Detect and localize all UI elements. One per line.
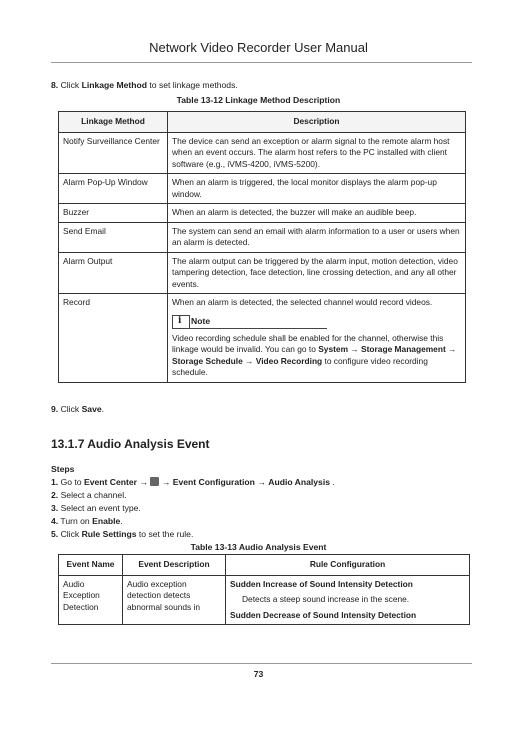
cell-description: The device can send an exception or alarm signal to the remote alarm host when an event occurs. The alarm host refers to the PC installed with client software (e.g., iVMS-4200, iVMS-5200). <box>168 132 466 174</box>
cell-event-name: Audio Exception Detection <box>59 575 123 625</box>
step-5: 5. Click Rule Settings to set the rule. <box>51 529 194 539</box>
step-bold: Save <box>81 404 102 414</box>
cell-description: When an alarm is detected, the buzzer will make an audible beep. <box>168 204 466 223</box>
column-header: Event Description <box>123 555 226 576</box>
step-9 <box>51 404 104 415</box>
cell-method: Record <box>59 294 168 383</box>
column-header: Rule Configuration <box>226 555 470 576</box>
table-caption: Table 13-12 Linkage Method Description <box>176 95 341 105</box>
steps-label: Steps <box>51 464 75 474</box>
cell-description: The alarm output can be triggered by the alarm input, motion detection, video tampering detection, face detection, line crossing detection, and any all other events. <box>168 252 466 294</box>
cell-method: Send Email <box>59 222 168 252</box>
linkage-method-table <box>58 111 466 383</box>
rule-title: Sudden Decrease of Sound Intensity Detection <box>230 609 417 620</box>
rule-text: Detects a steep sound increase in the scene. <box>242 594 410 604</box>
note-block <box>172 315 461 379</box>
table-row <box>59 575 470 625</box>
table-header-row <box>59 555 470 576</box>
column-header: Description <box>168 112 466 133</box>
step-text: Click <box>60 404 82 414</box>
note-info-icon: i <box>172 315 190 328</box>
note-text: Video recording schedule shall be enabled for the channel, otherwise this linkage would be invalid. You can go to System → Storage Management → Storage Schedule → Video Recording to configure video recording schedule. <box>172 332 457 377</box>
step-2: 2. Select a channel. <box>51 490 127 500</box>
column-header: Event Name <box>59 555 123 576</box>
table-row <box>59 252 466 294</box>
table-row <box>59 294 466 383</box>
cell-event-description: Audio exception detection detects abnormal sounds in <box>123 575 226 625</box>
step-8 <box>51 80 238 91</box>
section-heading: 13.1.7 Audio Analysis Event <box>51 437 210 451</box>
step-4: 4. Turn on Enable. <box>51 516 123 526</box>
cell-rule-config <box>226 575 470 625</box>
audio-analysis-table <box>58 554 470 625</box>
header-divider <box>51 62 472 63</box>
cell-description: The system can send an email with alarm information to a user or users when an alarm is detected. <box>168 222 466 252</box>
step-text: Click <box>60 80 82 90</box>
step-number: 8. <box>51 80 59 90</box>
cell-method: Alarm Pop-Up Window <box>59 174 168 204</box>
page-header-title: Network Video Recorder User Manual <box>149 40 368 55</box>
cell-description: When an alarm is triggered, the local monitor displays the alarm pop-up window. <box>168 174 466 204</box>
settings-gear-icon <box>150 477 159 486</box>
cell-method: Notify Surveillance Center <box>59 132 168 174</box>
note-divider <box>172 328 327 329</box>
table-caption: Table 13-13 Audio Analysis Event <box>190 542 327 552</box>
note-heading <box>172 315 461 328</box>
step-text: . <box>101 404 105 414</box>
table-row <box>59 132 466 174</box>
table-row <box>59 204 466 223</box>
page-number: 73 <box>253 669 264 679</box>
record-description: When an alarm is detected, the selected channel would record videos. <box>172 297 433 307</box>
step-text: to set linkage methods. <box>147 80 238 90</box>
step-1: 1. Go to Event Center → → Event Configuration → Audio Analysis . <box>51 477 335 487</box>
cell-method: Buzzer <box>59 204 168 223</box>
table-header-row <box>59 112 466 133</box>
column-header: Linkage Method <box>59 112 168 133</box>
footer-divider <box>51 663 472 664</box>
cell-description <box>168 294 466 383</box>
step-bold: Linkage Method <box>81 80 147 90</box>
note-label: Note <box>191 316 211 326</box>
cell-method: Alarm Output <box>59 252 168 294</box>
rule-title: Sudden Increase of Sound Intensity Detection <box>230 578 413 589</box>
table-row <box>59 222 466 252</box>
step-3: 3. Select an event type. <box>51 503 141 513</box>
step-number: 9. <box>51 404 59 414</box>
table-row <box>59 174 466 204</box>
